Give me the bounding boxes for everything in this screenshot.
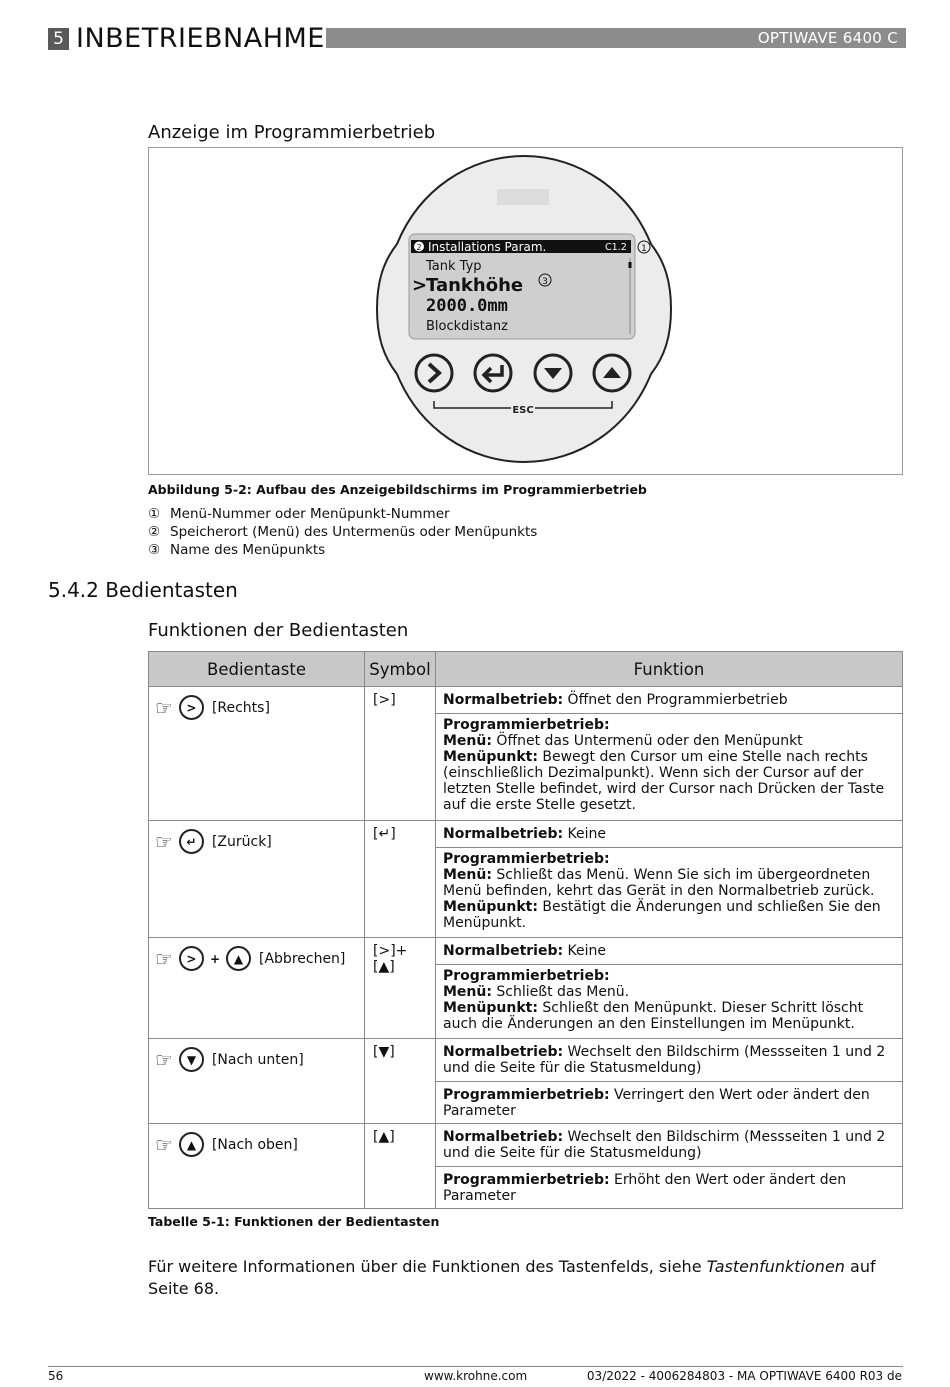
normal-mode-cell: Normalbetrieb: Keine [436,821,903,848]
key-cell [149,1039,365,1124]
program-mode-cell: Programmierbetrieb: Erhöht den Wert oder ändert den Parameter [436,1167,903,1209]
key-cell [149,821,365,938]
key-cell [149,1124,365,1209]
callout-3: 3 [542,277,548,287]
program-mode-cell: Programmierbetrieb: Menü: Schließt das Menü. Menüpunkt: Schließt den Menüpunkt. Dieser Schritt löscht auch die Änderungen an den Einstellungen im Menüpunkt. [436,965,903,1039]
program-mode-cell: Programmierbetrieb: Menü: Schließt das Menü. Wenn Sie sich im übergeordneten Menü befinden, kehrt das Gerät in den Normalbetrieb zurück. Menüpunkt: Bestätigt die Änderungen und schließen Sie den Menüpunkt. [436,848,903,938]
pointing-hand-icon: ☞ [155,946,173,971]
down-button-icon: ▼ [179,1047,204,1072]
normal-mode-cell: Normalbetrieb: Keine [436,938,903,965]
lcd-marker-2-text: 2 [416,243,422,252]
lcd-scroll-thumb [629,262,632,268]
figure-legend [148,505,537,559]
lcd-header-text: Installations Param. [428,240,547,254]
key-name: [Rechts] [211,699,270,716]
right-button-icon: > [179,946,204,971]
footer-url[interactable]: www.krohne.com [424,1369,528,1383]
key-name: [Zurück] [211,833,272,850]
up-button-icon: ▲ [179,1132,204,1157]
device-window [497,189,549,205]
symbol-cell: [>]+[▲] [365,938,436,1039]
right-button-icon: > [179,695,204,720]
callout-1: 1 [641,244,647,254]
symbol-cell: [↵] [365,821,436,938]
normal-mode-cell: Normalbetrieb: Wechselt den Bildschirm (Messseiten 1 und 2 und die Seite für die Statusmeldung) [436,1039,903,1082]
table-heading: Funktionen der Bedientasten [148,620,409,641]
program-mode-cell: Programmierbetrieb: Verringert den Wert oder ändert den Parameter [436,1082,903,1124]
pointing-hand-icon: ☞ [155,1132,173,1157]
symbol-cell: [>] [365,687,436,821]
normal-mode-cell: Normalbetrieb: Wechselt den Bildschirm (Messseiten 1 und 2 und die Seite für die Statusmeldung) [436,1124,903,1167]
lcd-line4: Blockdistanz [426,319,508,334]
table-row [149,938,903,965]
reference-paragraph: Für weitere Informationen über die Funktionen des Tastenfelds, siehe Tastenfunktionen auf Seite 68. [148,1257,876,1298]
legend-item: ② Speicherort (Menü) des Untermenüs oder Menüpunkts [148,524,538,540]
table-caption: Tabelle 5-1: Funktionen der Bedientasten [148,1214,440,1229]
lcd-line3: 2000.0mm [426,296,508,316]
table-row [149,1124,903,1167]
key-name: [Abbrechen] [259,950,346,967]
chapter-number: 5 [48,28,69,50]
key-cell [149,938,365,1039]
col-header-key: Bedientaste [149,652,365,687]
table-row [149,821,903,848]
device-illustration [369,152,679,466]
key-cell [149,687,365,821]
normal-mode-cell: Normalbetrieb: Öffnet den Programmierbetrieb [436,687,903,714]
table-row [149,687,903,714]
symbol-cell: [▼] [365,1039,436,1124]
cross-reference-link[interactable]: Tastenfunktionen [706,1257,845,1276]
display-figure [148,147,903,475]
table-row [149,1039,903,1082]
key-name: [Nach oben] [211,1136,298,1153]
key-name: [Nach unten] [211,1051,304,1068]
page-number: 56 [48,1369,64,1383]
lcd-line1: Tank Typ [426,259,482,274]
section-heading: 5.4.2 Bedientasten [48,578,238,602]
legend-item: ③ Name des Menüpunkts [148,542,326,558]
esc-label: ESC [512,405,534,416]
legend-item: ① Menü-Nummer oder Menüpunkt-Nummer [148,506,450,522]
figure-caption: Abbildung 5-2: Aufbau des Anzeigebildschirms im Programmierbetrieb [148,482,647,497]
functions-table [148,651,903,1209]
table-header-row [149,652,903,687]
back-button-icon: ↵ [179,829,204,854]
symbol-cell: [▲] [365,1124,436,1209]
pointing-hand-icon: ☞ [155,829,173,854]
pointing-hand-icon: ☞ [155,695,173,720]
lcd-line2: Tankhöhe [426,275,524,296]
col-header-function: Funktion [436,652,903,687]
figure-heading: Anzeige im Programmierbetrieb [148,122,436,143]
plus-sign: + [209,951,220,966]
pointing-hand-icon: ☞ [155,1047,173,1072]
footer-divider [48,1366,903,1367]
lcd-menu-code: C1.2 [605,242,627,253]
col-header-symbol: Symbol [365,652,436,687]
chapter-title: INBETRIEBNAHME [76,23,325,54]
document-id: 03/2022 - 4006284803 - MA OPTIWAVE 6400 R03 de [586,1369,902,1383]
program-mode-cell: Programmierbetrieb: Menü: Öffnet das Untermenü oder den Menüpunkt Menüpunkt: Bewegt den Cursor um eine Stelle nach rechts (einschließlich Dezimalpunkt). Wenn sich der Cursor auf der letzten Stelle befindet, wird der Cursor nach Drücken der Taste auf die erste Stelle gesetzt. [436,714,903,821]
up-button-icon: ▲ [226,946,251,971]
product-name: OPTIWAVE 6400 C [757,29,898,47]
lcd-cursor: > [412,275,428,296]
